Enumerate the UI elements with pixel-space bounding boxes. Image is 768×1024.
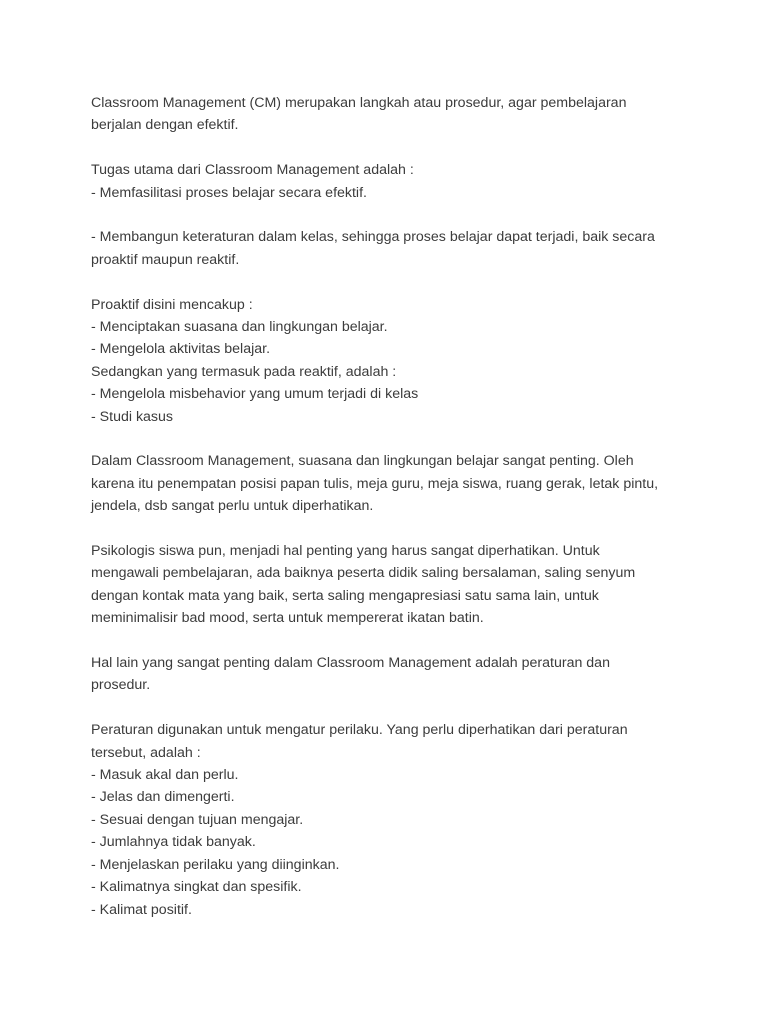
paragraph-intro [91,92,691,137]
list-item: - Menjelaskan perilaku yang diinginkan. [91,856,340,873]
text-line: Sedangkan yang termasuk pada reaktif, adalah : [91,363,397,380]
list-item: - Jelas dan dimengerti. [91,789,235,806]
paragraph-build-order [91,226,691,271]
list-item: - Menciptakan suasana dan lingkungan belajar. [91,319,388,336]
text-line: proaktif maupun reaktif. [91,251,240,268]
list-item: - Membangun keteraturan dalam kelas, sehingga proses belajar dapat terjadi, baik secara [91,229,655,246]
list-item: - Kalimatnya singkat dan spesifik. [91,879,302,896]
text-line: Peraturan digunakan untuk mengatur perilaku. Yang perlu diperhatikan dari peraturan [91,722,628,739]
paragraph-environment [91,450,691,517]
list-item: - Sesuai dengan tujuan mengajar. [91,811,304,828]
text-line: Tugas utama dari Classroom Management adalah : [91,162,414,179]
text-line: tersebut, adalah : [91,744,201,761]
text-line: Proaktif disini mencakup : [91,296,253,313]
text-line: mengawali pembelajaran, ada baiknya peserta didik saling bersalaman, saling senyum [91,565,636,582]
text-line: Hal lain yang sangat penting dalam Classroom Management adalah peraturan dan [91,655,610,672]
paragraph-proactive-reactive [91,294,691,428]
paragraph-psychology [91,540,691,630]
text-line: Psikologis siswa pun, menjadi hal penting yang harus sangat diperhatikan. Untuk [91,543,600,560]
paragraph-rules-list [91,719,691,921]
list-item: - Mengelola misbehavior yang umum terjadi di kelas [91,386,419,403]
text-line: dengan kontak mata yang baik, serta saling mengapresiasi satu sama lain, untuk [91,587,599,604]
list-item: - Kalimat positif. [91,901,192,918]
text-line: berjalan dengan efektif. [91,117,239,134]
list-item: - Memfasilitasi proses belajar secara efektif. [91,184,367,201]
document-page [91,92,691,943]
paragraph-rules-procedures [91,652,691,697]
text-line: jendela, dsb sangat perlu untuk diperhatikan. [91,498,374,515]
text-line: karena itu penempatan posisi papan tulis, meja guru, meja siswa, ruang gerak, letak pintu, [91,475,659,492]
text-line: meminimalisir bad mood, serta untuk mempererat ikatan batin. [91,610,484,627]
list-item: - Mengelola aktivitas belajar. [91,341,271,358]
text-line: Classroom Management (CM) merupakan langkah atau prosedur, agar pembelajaran [91,95,627,111]
list-item: - Jumlahnya tidak banyak. [91,834,256,851]
text-line: prosedur. [91,677,151,694]
list-item: - Studi kasus [91,408,174,425]
list-item: - Masuk akal dan perlu. [91,767,239,784]
text-line: Dalam Classroom Management, suasana dan lingkungan belajar sangat penting. Oleh [91,453,634,470]
paragraph-main-tasks [91,159,691,204]
